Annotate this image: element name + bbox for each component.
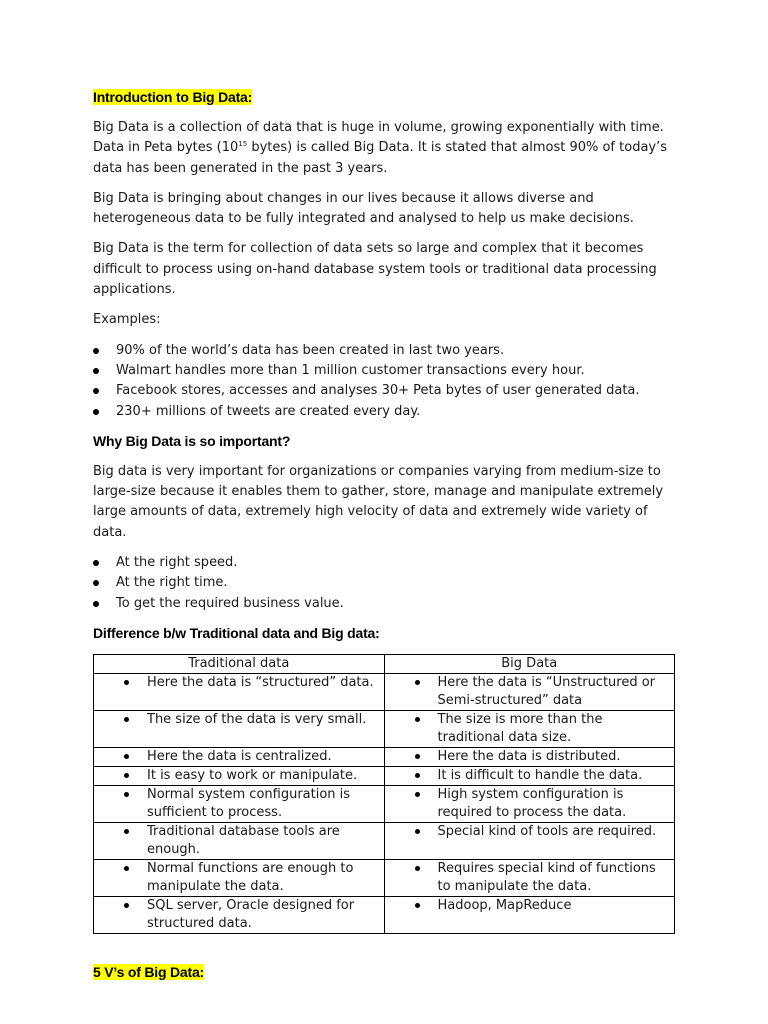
table-row: [94, 673, 675, 710]
cell-text: The size is more than the traditional data size.: [437, 711, 603, 745]
list-item-text: To get the required business value.: [116, 595, 344, 611]
list-item-text: At the right speed.: [116, 555, 238, 571]
table-row: [94, 710, 675, 747]
table-header-row: [94, 654, 675, 673]
bullet-icon: [93, 580, 99, 586]
list-item: [93, 381, 683, 401]
difference-heading: Difference b/w Traditional data and Big data:: [93, 624, 380, 641]
cell-text: Here the data is “Unstructured or Semi-structured” data: [437, 674, 656, 708]
bullet-icon: [124, 754, 129, 759]
table-cell: [94, 747, 385, 766]
table-cell: [384, 673, 675, 710]
intro-paragraph-1: [93, 118, 683, 179]
cell-text: Hadoop, MapReduce: [437, 897, 572, 913]
list-item: [93, 402, 683, 422]
comparison-table: [93, 654, 675, 934]
bullet-icon: [124, 866, 129, 871]
examples-label: Examples:: [93, 312, 161, 328]
table-cell: [94, 896, 385, 933]
bullet-icon: [93, 388, 99, 394]
five-vs-heading: [93, 962, 683, 982]
cell-text: It is difficult to handle the data.: [437, 767, 643, 783]
list-item: [93, 341, 683, 361]
bullet-icon: [415, 866, 420, 871]
table-cell: [94, 785, 385, 822]
table-cell: [384, 822, 675, 859]
examples-list: [93, 341, 683, 422]
list-item-text: At the right time.: [116, 575, 228, 591]
table-cell: [94, 859, 385, 896]
bullet-icon: [93, 409, 99, 415]
list-item-text: 90% of the world’s data has been created in last two years.: [116, 342, 505, 358]
five-vs-heading-text: 5 V’s of Big Data:: [93, 963, 205, 980]
bullet-icon: [93, 368, 99, 374]
cell-text: Requires special kind of functions to manipulate the data.: [437, 860, 656, 894]
list-item: [93, 553, 683, 573]
why-list: [93, 553, 683, 614]
cell-text: Normal functions are enough to manipulate the data.: [147, 860, 354, 894]
list-item-text: 230+ millions of tweets are created every day.: [116, 403, 421, 419]
document-content: [93, 86, 683, 982]
cell-text: High system configuration is required to process the data.: [437, 786, 627, 820]
bullet-icon: [415, 903, 420, 908]
cell-text: It is easy to work or manipulate.: [147, 767, 358, 783]
table-row: [94, 785, 675, 822]
table-cell: [384, 710, 675, 747]
intro-p1-part1: Big Data is a collection of data that is huge in volume, growing exponentially with time. Data in Peta bytes (10: [93, 120, 664, 156]
why-heading: Why Big Data is so important?: [93, 432, 291, 449]
table-row: [94, 859, 675, 896]
column-header-traditional: Traditional data: [94, 654, 385, 673]
bullet-icon: [415, 792, 420, 797]
bullet-icon: [124, 903, 129, 908]
bullet-icon: [415, 829, 420, 834]
cell-text: Here the data is centralized.: [147, 748, 332, 764]
column-header-big-data: Big Data: [384, 654, 675, 673]
intro-p1-part2: bytes) is called Big Data. It is stated that almost 90% of today’s data has been generated in the past 3 years.: [93, 140, 668, 176]
bullet-icon: [124, 717, 129, 722]
intro-p1-superscript: 15: [238, 140, 248, 149]
table-cell: [384, 896, 675, 933]
intro-paragraph-2: Big Data is bringing about changes in our lives because it allows diverse and heterogeneous data to be fully integrated and analysed to help us make decisions.: [93, 190, 634, 227]
bullet-icon: [415, 717, 420, 722]
cell-text: Special kind of tools are required.: [437, 823, 657, 839]
cell-text: SQL server, Oracle designed for structured data.: [147, 897, 355, 931]
bullet-icon: [415, 754, 420, 759]
list-item: [93, 361, 683, 381]
cell-text: Here the data is “structured” data.: [147, 674, 374, 690]
list-item: [93, 573, 683, 593]
list-item-text: Walmart handles more than 1 million customer transactions every hour.: [116, 362, 585, 378]
intro-heading-text: Introduction to Big Data:: [93, 89, 253, 105]
cell-text: Traditional database tools are enough.: [147, 823, 340, 857]
why-paragraph: Big data is very important for organizations or companies varying from medium-size to large-size because it enables them to gather, store, manage and manipulate extremely large amounts of data, extremely high velocity of data and extremely wide variety of data.: [93, 463, 664, 540]
table-cell: [94, 766, 385, 785]
table-cell: [94, 822, 385, 859]
table-cell: [384, 859, 675, 896]
table-cell: [384, 766, 675, 785]
table-cell: [94, 710, 385, 747]
intro-paragraph-3: Big Data is the term for collection of data sets so large and complex that it becomes difficult to process using on-hand database system tools or traditional data processing applications.: [93, 241, 657, 298]
bullet-icon: [124, 829, 129, 834]
table-cell: [94, 673, 385, 710]
table-row: [94, 747, 675, 766]
intro-heading: [93, 87, 683, 107]
bullet-icon: [93, 348, 99, 354]
table-row: [94, 896, 675, 933]
list-item: [93, 594, 683, 614]
table-row: [94, 822, 675, 859]
table-cell: [384, 747, 675, 766]
bullet-icon: [93, 560, 99, 566]
bullet-icon: [415, 680, 420, 685]
cell-text: The size of the data is very small.: [147, 711, 367, 727]
bullet-icon: [415, 773, 420, 778]
bullet-icon: [124, 680, 129, 685]
cell-text: Here the data is distributed.: [437, 748, 621, 764]
table-cell: [384, 785, 675, 822]
cell-text: Normal system configuration is sufficient to process.: [147, 786, 351, 820]
list-item-text: Facebook stores, accesses and analyses 30+ Peta bytes of user generated data.: [116, 383, 640, 399]
bullet-icon: [93, 601, 99, 607]
bullet-icon: [124, 773, 129, 778]
bullet-icon: [124, 792, 129, 797]
table-row: [94, 766, 675, 785]
